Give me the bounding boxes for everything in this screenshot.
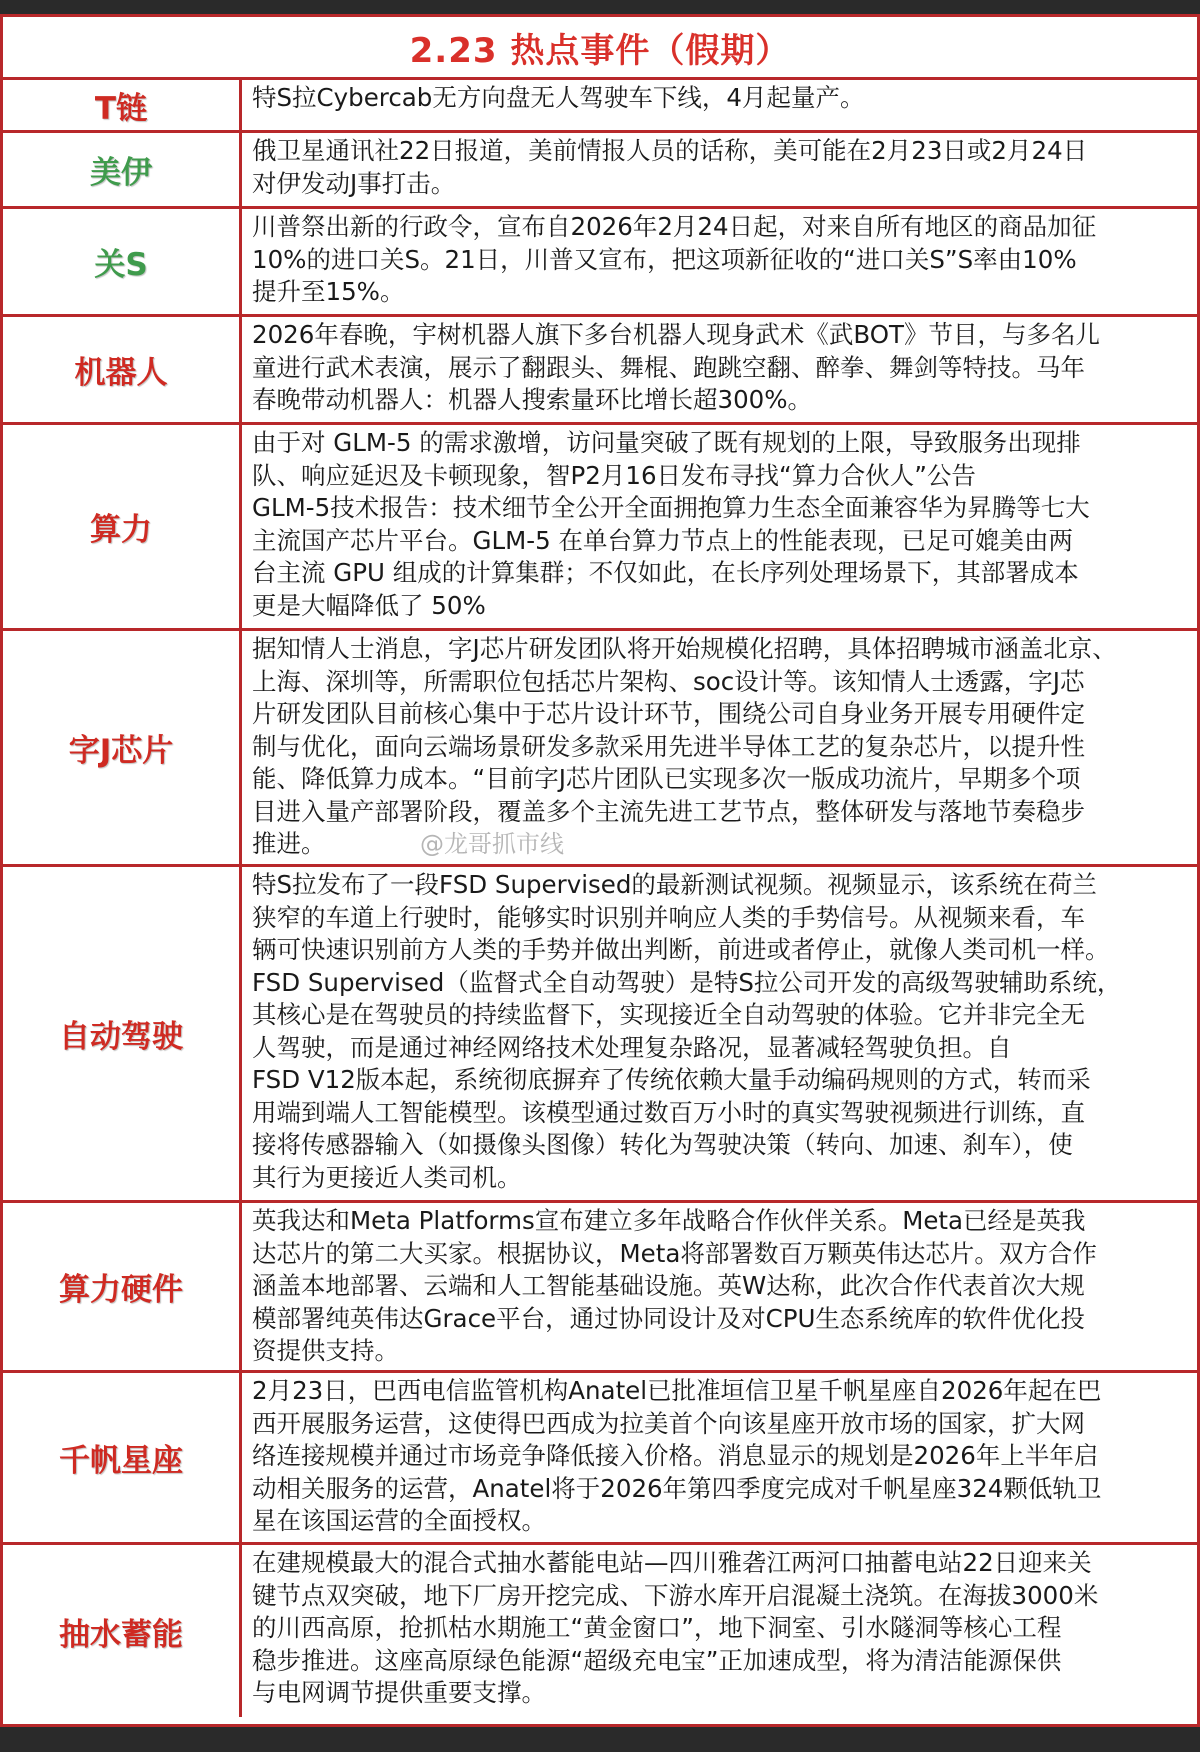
row-description — [242, 209, 1197, 314]
table-title: 2.23 热点事件（假期） — [3, 17, 1197, 80]
description-line: 英我达和Meta Platforms宣布建立多年战略合作伙伴关系。Meta已经是英我 — [252, 1206, 1086, 1235]
description-line: GLM-5技术报告：技术细节全公开全面拥抱算力生态全面兼容华为昇腾等七大 — [252, 493, 1090, 522]
description-line: 的川西高原，抢抓枯水期施工“黄金窗口”，地下洞室、引水隧洞等核心工程 — [252, 1613, 1062, 1642]
description-line: 推进。 — [252, 829, 326, 858]
row-category-label: 算力硬件 — [3, 1203, 242, 1370]
description-line: 特S拉发布了一段FSD Supervised的最新测试视频。视频显示，该系统在荷兰 — [252, 870, 1097, 899]
description-line: 模部署纯英伟达Grace平台，通过协同设计及对CPU生态系统库的软件优化投 — [252, 1303, 1085, 1333]
description-line: 用端到端人工智能模型。该模型通过数百万小时的真实驾驶视频进行训练，直 — [252, 1097, 1085, 1127]
description-line: FSD Supervised（监督式全自动驾驶）是特S拉公司开发的高级驾驶辅助系统， — [252, 967, 1122, 997]
description-line: 上海、深圳等，所需职位包括芯片架构、soc设计等。该知情人士透露，字J芯 — [252, 666, 1085, 696]
description-line: 俄卫星通讯社22日报道，美前情报人员的话称，美可能在2月23日或2月24日 — [252, 136, 1088, 165]
description-line: 涵盖本地部署、云端和人工智能基础设施。英W达称，此次合作代表首次大规 — [252, 1271, 1085, 1300]
description-line: 达芯片的第二大买家。根据协议，Meta将部署数百万颗英伟达芯片。双方合作 — [252, 1238, 1097, 1268]
row-description — [242, 1373, 1197, 1542]
row-description — [242, 425, 1197, 628]
table-row — [3, 1203, 1197, 1373]
description-line: 能、降低算力成本。“目前字J芯片团队已实现多次一版成功流片，早期多个项 — [252, 764, 1081, 793]
description-line: 10%的进口关S。21日，川普又宣布，把这项新征收的“进口关S”S率由10% — [252, 244, 1077, 274]
row-description — [242, 867, 1197, 1200]
description-line: 动相关服务的运营，Anatel将于2026年第四季度完成对千帆星座324颗低轨卫 — [252, 1473, 1102, 1503]
table-row — [3, 317, 1197, 425]
description-line: 人驾驶，而是通过神经网络技术处理复杂路况，显著减轻驾驶负担。自 — [252, 1032, 1012, 1062]
hot-events-table — [0, 14, 1200, 1727]
description-line: 狭窄的车道上行驶时，能够实时识别并响应人类的手势信号。从视频来看，车 — [252, 902, 1085, 932]
description-line: 队、响应延迟及卡顿现象，智P2月16日发布寻找“算力合伙人”公告 — [252, 460, 976, 490]
description-line: 2月23日，巴西电信监管机构Anatel已批准垣信卫星千帆星座自2026年起在巴 — [252, 1376, 1102, 1405]
description-line: 与电网调节提供重要支撑。 — [252, 1678, 546, 1707]
description-line: 2026年春晚，宇树机器人旗下多台机器人现身武术《武BOT》节目，与多名儿 — [252, 320, 1100, 349]
row-description — [242, 80, 1197, 130]
description-line: 接将传感器输入（如摄像头图像）转化为驾驶决策（转向、加速、刹车），使 — [252, 1130, 1073, 1159]
row-description — [242, 631, 1197, 864]
row-category-label: 自动驾驶 — [3, 867, 242, 1200]
description-line: 辆可快速识别前方人类的手势并做出判断，前进或者停止，就像人类司机一样。 — [252, 935, 1110, 964]
description-line: 在建规模最大的混合式抽水蓄能电站—四川雅砻江两河口抽蓄电站22日迎来关 — [252, 1548, 1092, 1577]
description-line: 川普祭出新的行政令，宣布自2026年2月24日起，对来自所有地区的商品加征 — [252, 212, 1097, 241]
description-line: FSD V12版本起，系统彻底摒弃了传统依赖大量手动编码规则的方式，转而采 — [252, 1065, 1091, 1094]
description-line: 据知情人士消息，字J芯片研发团队将开始规模化招聘，具体招聘城市涵盖北京、 — [252, 634, 1117, 663]
row-category-label: 机器人 — [3, 317, 242, 422]
row-description — [242, 1203, 1197, 1370]
table-row — [3, 209, 1197, 317]
table-row — [3, 1373, 1197, 1545]
description-line: 其行为更接近人类司机。 — [252, 1162, 522, 1192]
description-line: 其核心是在驾驶员的持续监督下，实现接近全自动驾驶的体验。它并非完全无 — [252, 1000, 1085, 1029]
description-line: 星在该国运营的全面授权。 — [252, 1506, 546, 1535]
watermark: @龙哥抓市线 — [420, 830, 564, 858]
description-line: 童进行武术表演，展示了翻跟头、舞棍、跑跳空翻、醉拳、舞剑等特技。马年 — [252, 352, 1085, 382]
row-category-label: 关S — [3, 209, 242, 314]
row-description — [242, 317, 1197, 422]
description-line: 络连接规模并通过市场竞争降低接入价格。消息显示的规划是2026年上半年启 — [252, 1441, 1099, 1470]
table-row — [3, 1545, 1197, 1717]
description-line: 由于对 GLM-5 的需求激增，访问量突破了既有规划的上限，导致服务出现排 — [252, 428, 1081, 457]
description-line: 西开展服务运营，这使得巴西成为拉美首个向该星座开放市场的国家，扩大网 — [252, 1408, 1085, 1438]
table-row — [3, 425, 1197, 631]
description-line: 对伊发动J事打击。 — [252, 168, 456, 198]
row-category-label: 字J芯片 — [3, 631, 242, 864]
row-category-label: 算力 — [3, 425, 242, 628]
description-line: 特S拉Cybercab无方向盘无人驾驶车下线，4月起量产。 — [252, 83, 865, 112]
description-line: 资提供支持。 — [252, 1336, 399, 1365]
row-category-label: 美伊 — [3, 133, 242, 206]
table-row — [3, 631, 1197, 867]
description-line: 提升至15%。 — [252, 277, 405, 306]
row-category-label: T链 — [3, 80, 242, 130]
table-body — [3, 80, 1197, 1717]
row-description — [242, 1545, 1197, 1717]
description-line: 台主流 GPU 组成的计算集群；不仅如此，在长序列处理场景下，其部署成本 — [252, 558, 1079, 587]
description-line: 春晚带动机器人：机器人搜索量环比增长超300%。 — [252, 385, 813, 414]
description-line: 键节点双突破，地下厂房开挖完成、下游水库开启混凝土浇筑。在海拔3000米 — [252, 1580, 1099, 1610]
description-line: 稳步推进。这座高原绿色能源“超级充电宝”正加速成型，将为清洁能源保供 — [252, 1645, 1062, 1675]
description-line: 主流国产芯片平台。GLM-5 在单台算力节点上的性能表现，已足可媲美由两 — [252, 525, 1073, 555]
description-line: 片研发团队目前核心集中于芯片设计环节，围绕公司自身业务开展专用硬件定 — [252, 699, 1085, 728]
table-row — [3, 133, 1197, 209]
table-row — [3, 867, 1197, 1203]
table-row — [3, 80, 1197, 133]
row-category-label: 千帆星座 — [3, 1373, 242, 1542]
row-category-label: 抽水蓄能 — [3, 1545, 242, 1717]
description-line: 制与优化，面向云端场景研发多款采用先进半导体工艺的复杂芯片，以提升性 — [252, 731, 1085, 761]
description-line: 更是大幅降低了 50% — [252, 590, 486, 620]
description-line: 目进入量产部署阶段，覆盖多个主流先进工艺节点，整体研发与落地节奏稳步 — [252, 796, 1085, 826]
row-description — [242, 133, 1197, 206]
